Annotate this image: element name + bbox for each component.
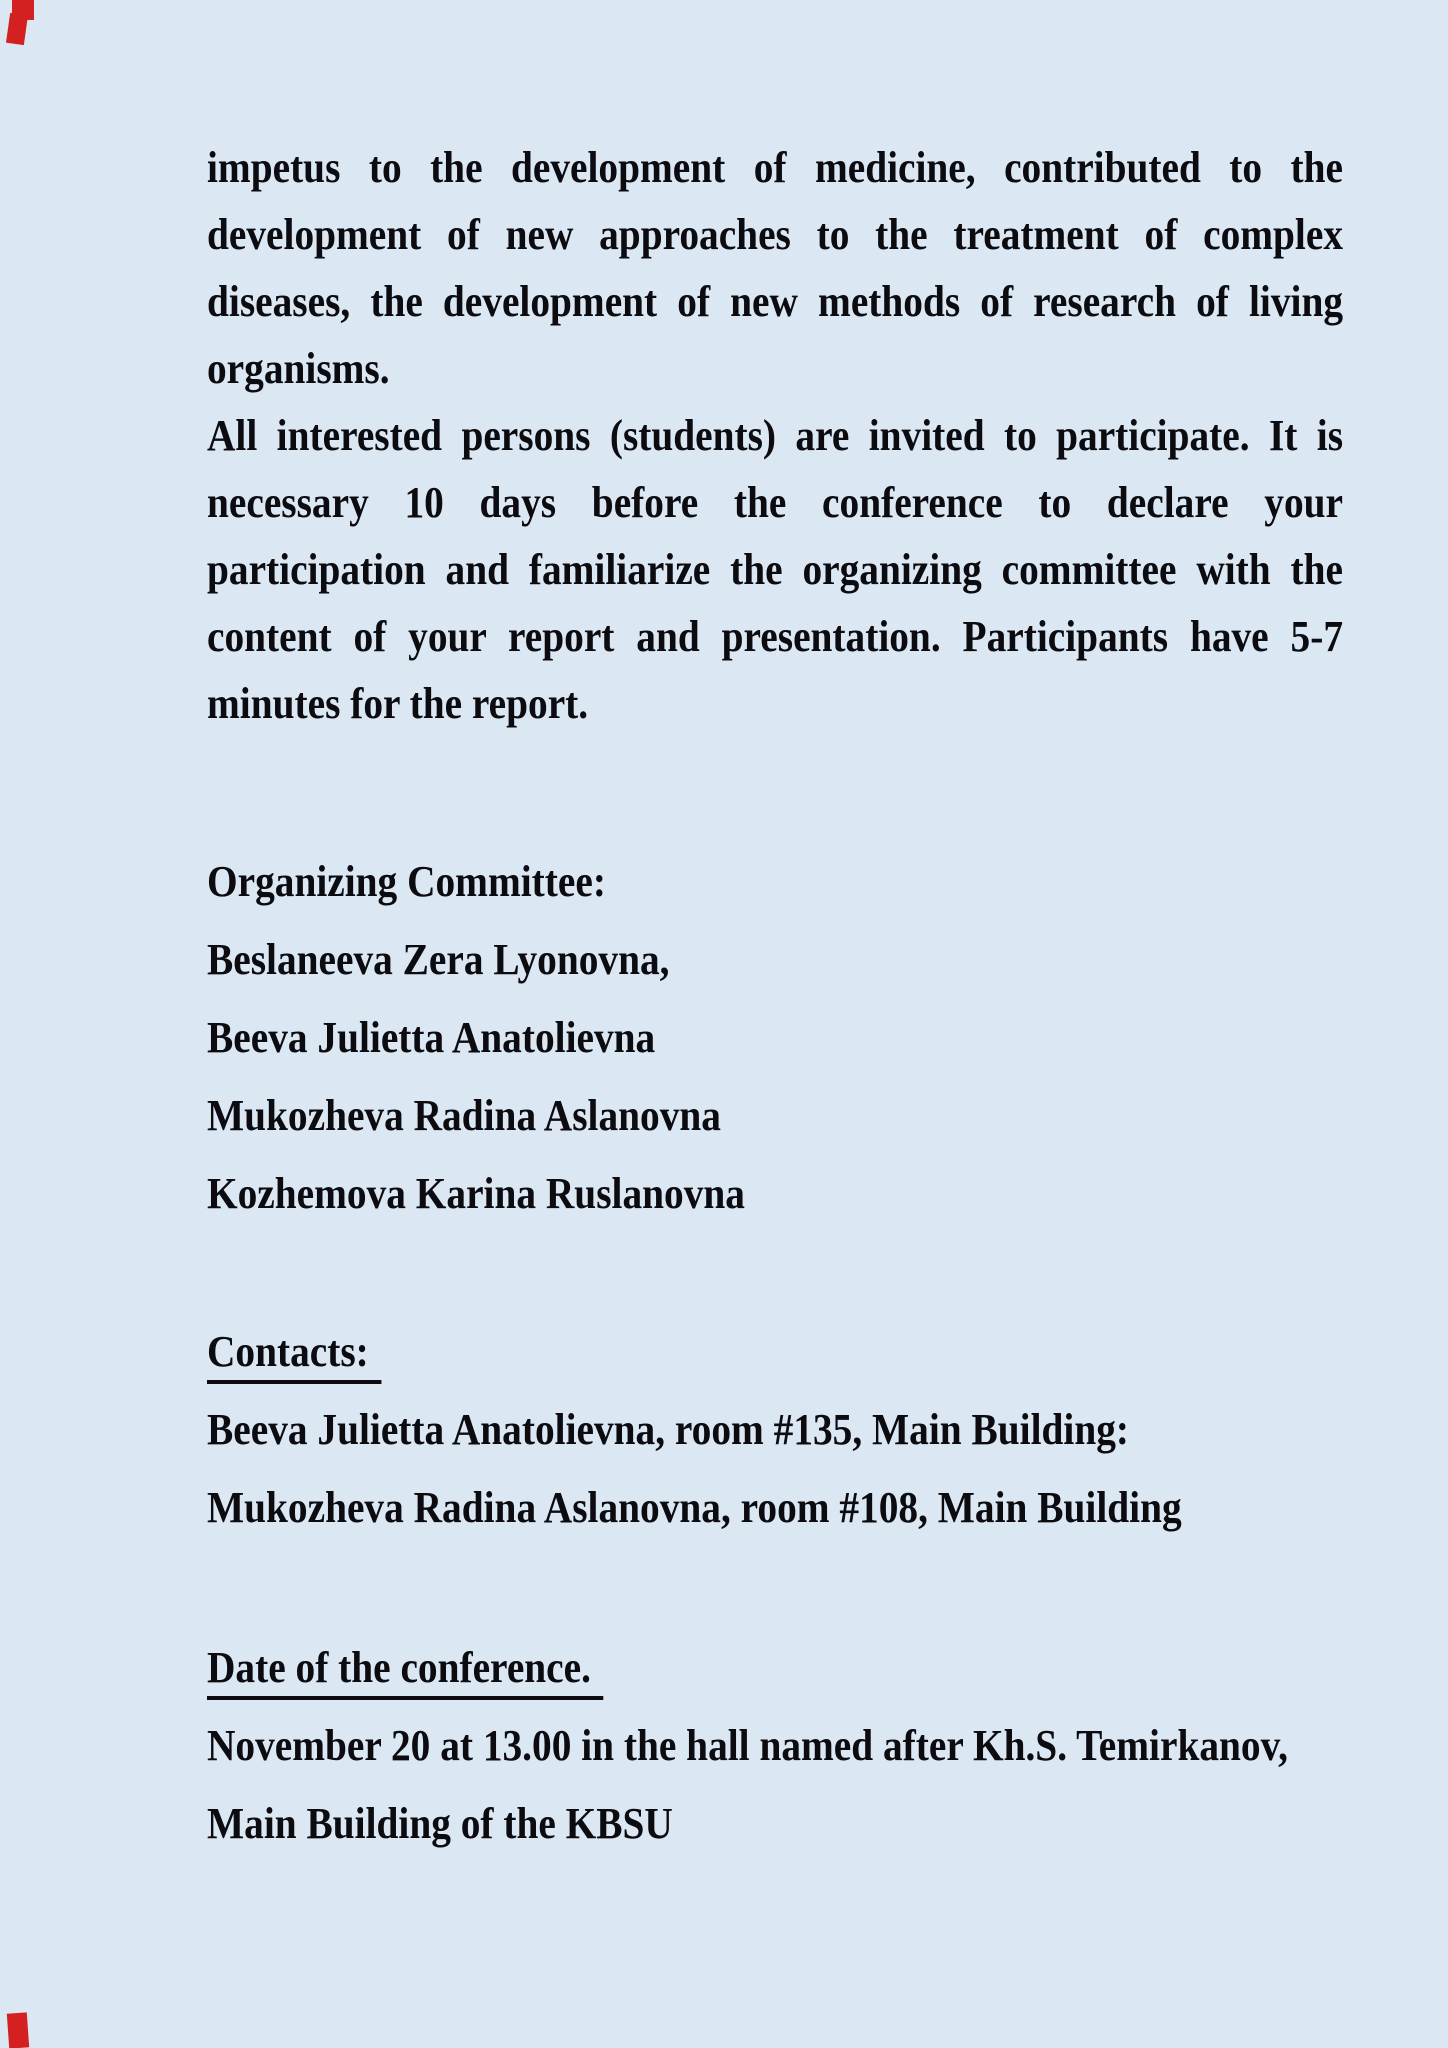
organizing-committee-section bbox=[207, 843, 1343, 1233]
paragraph-medicine-development: impetus to the development of medicine, contributed to the development of new approaches to the treatment of complex diseases, the development of new methods of research of living organisms. bbox=[207, 143, 1344, 393]
red-scan-artifact-top-left-2 bbox=[6, 13, 28, 45]
organizing-committee-heading: Organizing Committee: bbox=[207, 857, 606, 906]
contacts-heading: Contacts: bbox=[207, 1328, 381, 1384]
text-column bbox=[207, 134, 1343, 1863]
committee-member: Beslaneeva Zera Lyonovna, bbox=[207, 935, 670, 984]
contact-line: Beeva Julietta Anatolievna, room #135, Main Building: bbox=[207, 1405, 1130, 1454]
conference-date-section bbox=[207, 1629, 1343, 1863]
red-scan-artifact-bottom-left bbox=[7, 2012, 29, 2048]
committee-member: Beeva Julietta Anatolievna bbox=[207, 1013, 656, 1062]
paragraph-participation-rules: All interested persons (students) are invited to participate. It is necessary 10 days before the conference to declare your participation and familiarize the organizing committee with the content of your report and presentation. Participants have 5-7 minutes for the report. bbox=[207, 411, 1344, 728]
conference-date-line: November 20 at 13.00 in the hall named after Kh.S. Temirkanov, bbox=[207, 1721, 1288, 1770]
text-content bbox=[207, 0, 1448, 1863]
contact-line: Mukozheva Radina Aslanovna, room #108, Main Building bbox=[207, 1483, 1182, 1532]
contacts-section bbox=[207, 1313, 1343, 1547]
conference-date-line: Main Building of the KBSU bbox=[207, 1799, 673, 1848]
committee-member: Kozhemova Karina Ruslanovna bbox=[207, 1169, 745, 1218]
conference-date-heading: Date of the conference. bbox=[207, 1644, 603, 1700]
committee-member: Mukozheva Radina Aslanovna bbox=[207, 1091, 721, 1140]
